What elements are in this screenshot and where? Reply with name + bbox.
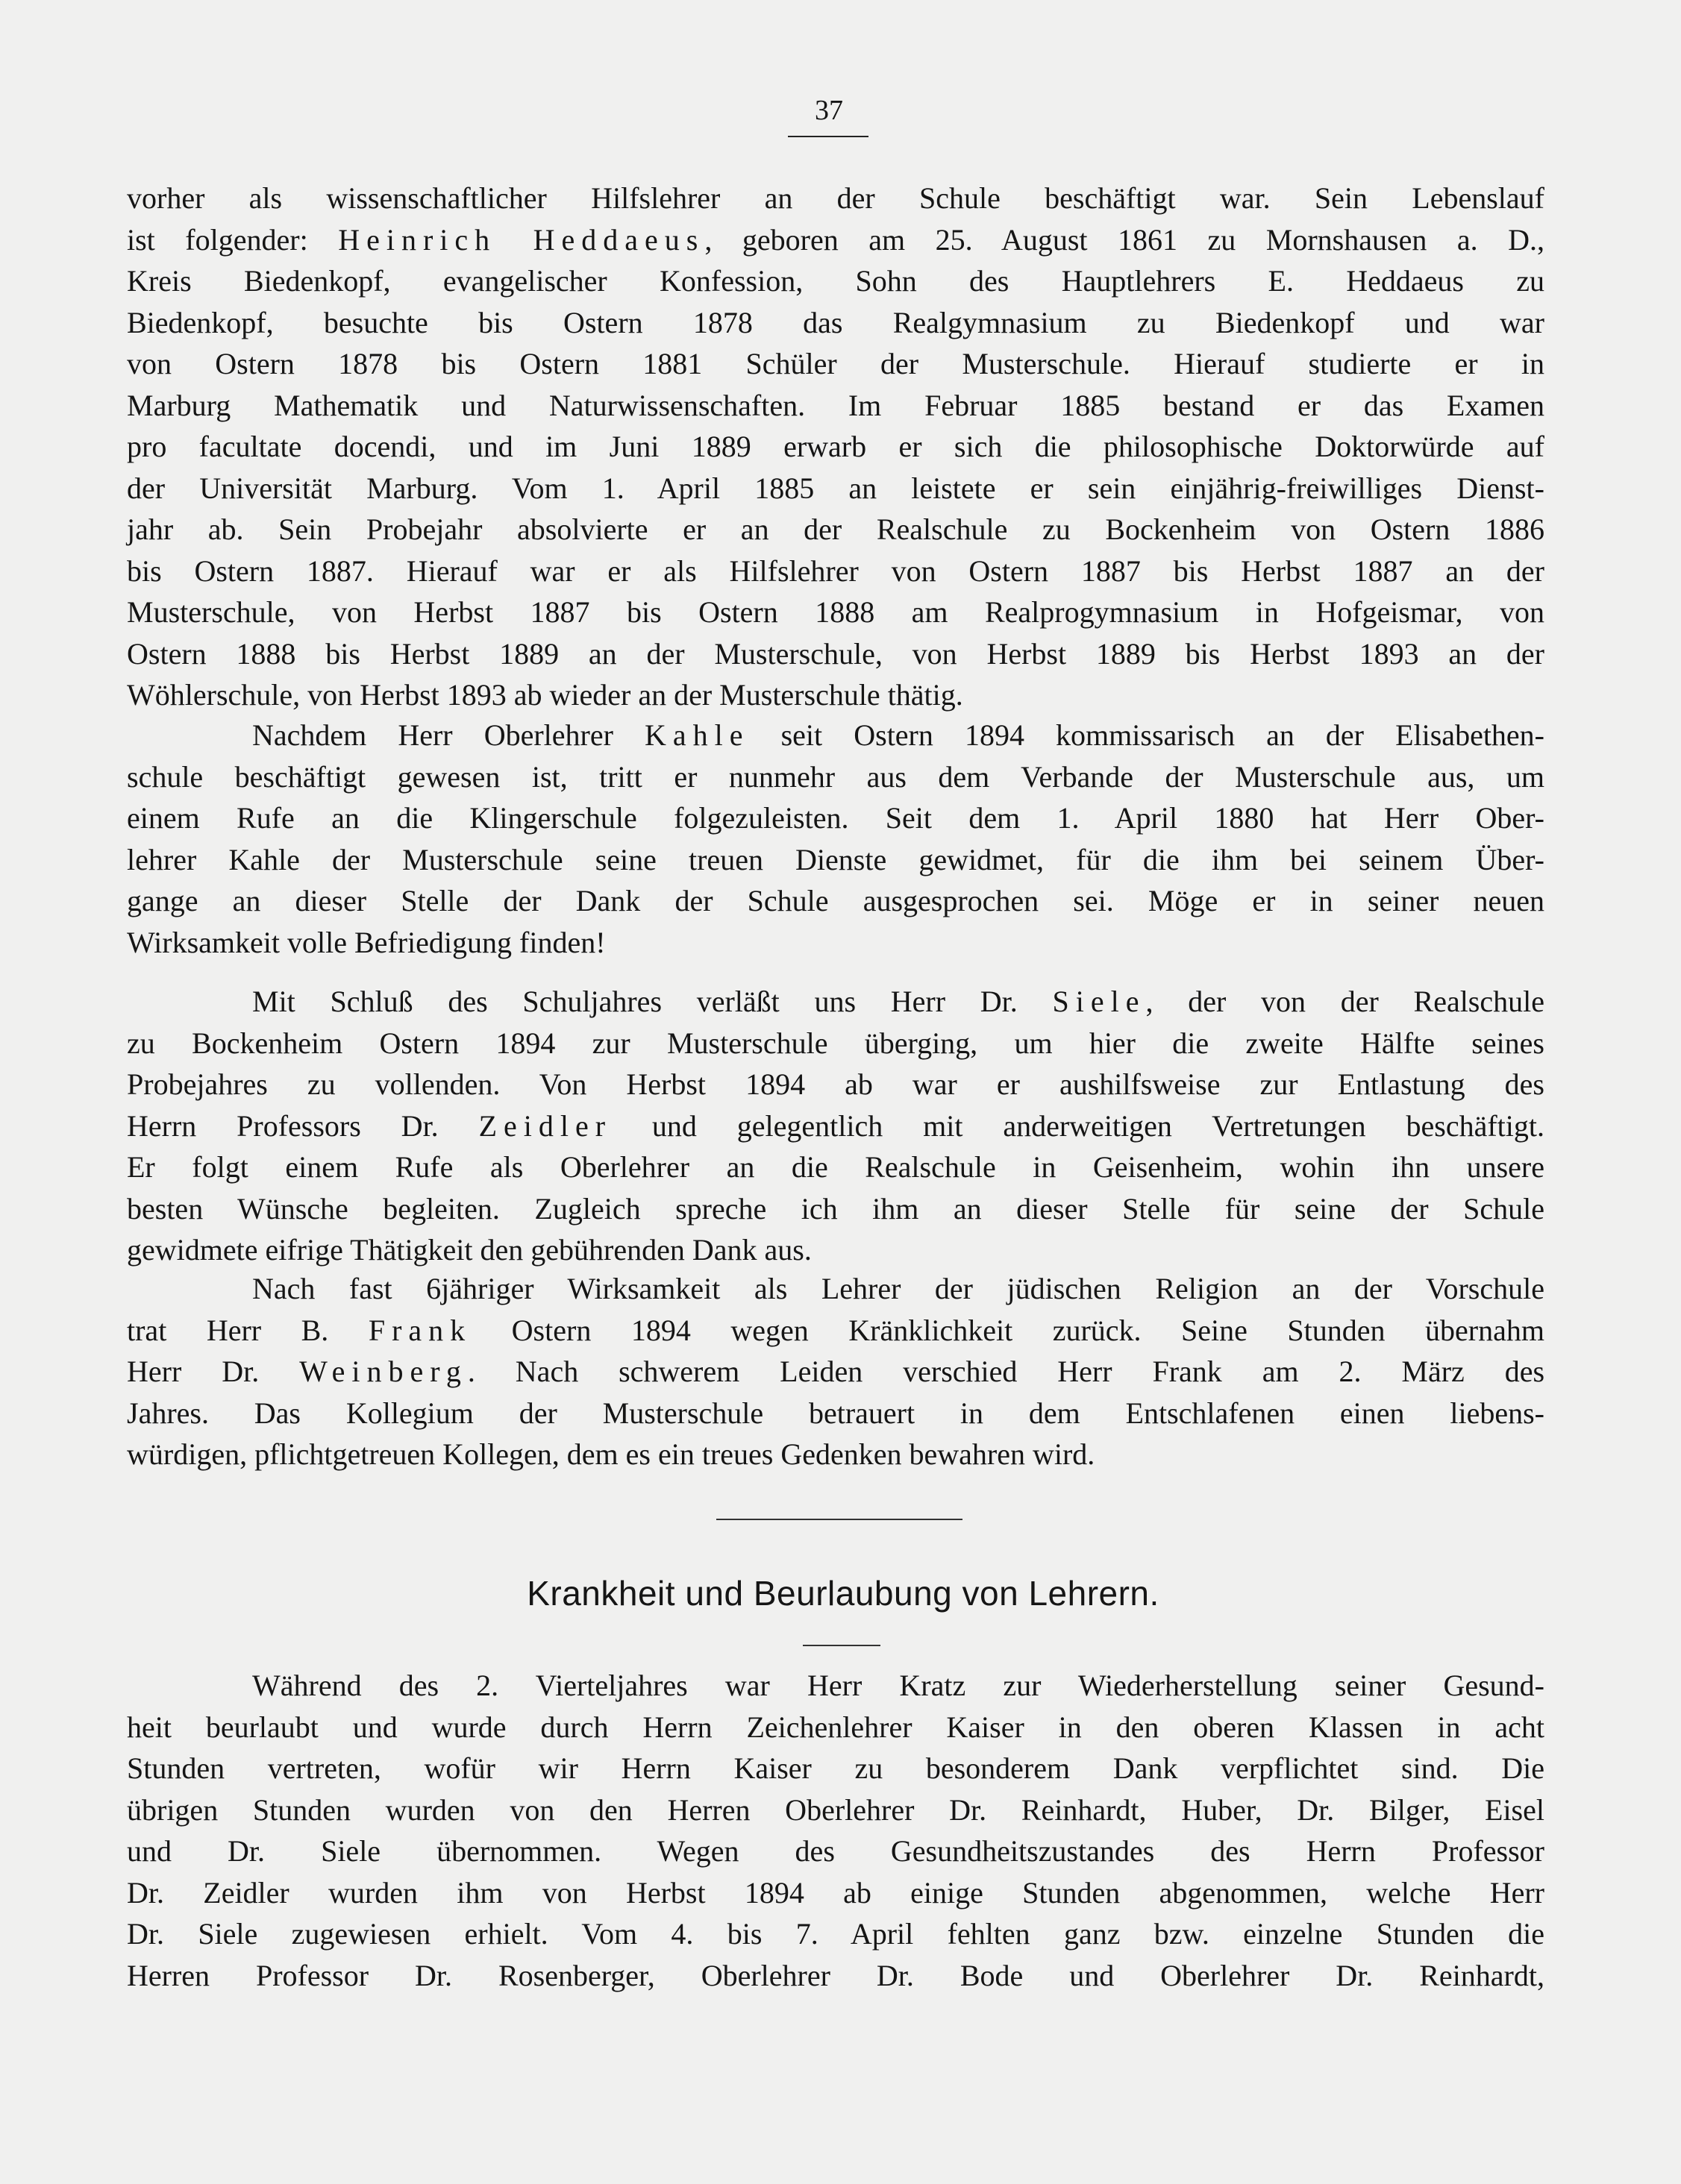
text-line: Ostern 1888 bis Herbst 1889 an der Musterschule, von Herbst 1889 bis Herbst 1893 an der xyxy=(127,636,1544,671)
heading-rule xyxy=(803,1645,880,1646)
text-line xyxy=(127,1351,1544,1393)
text-line: gewidmete eifrige Thätigkeit den gebührenden Dank aus. xyxy=(127,1233,812,1267)
text-fragment: Herrn Professors Dr. xyxy=(127,1108,479,1143)
person-name: Siele xyxy=(1052,985,1146,1018)
text-fragment: seit Ostern 1894 kommissarisch an der Elisabethen- xyxy=(749,718,1545,752)
text-line: bis Ostern 1887. Hierauf war er als Hilfslehrer von Ostern 1887 bis Herbst 1887 an der xyxy=(127,553,1544,588)
text-line: jahr ab. Sein Probejahr absolvierte er an der Realschule zu Bockenheim von Ostern 1886 xyxy=(127,512,1544,546)
person-name: Zeidler xyxy=(478,1108,613,1143)
person-name: Kahle xyxy=(645,718,750,752)
text-line: einem Rufe an die Klingerschule folgezuleisten. Seit dem 1. April 1880 hat Herr Ober- xyxy=(127,801,1544,835)
text-fragment: . Nach schwerem Leiden verschied Herr Frank am 2. März des xyxy=(467,1355,1545,1388)
text-line: Herren Professor Dr. Rosenberger, Oberlehrer Dr. Bode und Oberlehrer Dr. Reinhardt, xyxy=(127,1958,1544,1992)
paragraph-siele xyxy=(127,981,1544,1271)
text-line: der Universität Marburg. Vom 1. April 1885 an leistete er sein einjährig-freiwilliges Dienst- xyxy=(127,471,1544,505)
text-line: heit beurlaubt und wurde durch Herrn Zeichenlehrer Kaiser in den oberen Klassen in acht xyxy=(127,1710,1544,1744)
text-line: Biedenkopf, besuchte bis Ostern 1878 das Realgymnasium zu Biedenkopf und war xyxy=(127,305,1544,339)
text-line: gange an dieser Stelle der Dank der Schule ausgesprochen sei. Möge er in seiner neuen xyxy=(127,884,1544,917)
text-fragment: , der von der Realschule xyxy=(1145,985,1544,1018)
text-line: übrigen Stunden wurden von den Herren Oberlehrer Dr. Reinhardt, Huber, Dr. Bilger, Eisel xyxy=(127,1792,1544,1827)
text-fragment: Mit Schluß des Schuljahres verläßt uns Herr Dr. xyxy=(252,985,1053,1018)
text-fragment: ist folgender: xyxy=(127,222,339,257)
section-divider xyxy=(716,1519,962,1520)
text-line: Probejahres zu vollenden. Von Herbst 1894 ab war er aushilfsweise zur Entlastung des xyxy=(127,1067,1544,1101)
text-line: Kreis Biedenkopf, evangelischer Konfession, Sohn des Hauptlehrers E. Heddaeus zu xyxy=(127,264,1544,298)
text-line: Stunden vertreten, wofür wir Herrn Kaiser zu besonderem Dank verpflichtet sind. Die xyxy=(127,1751,1544,1785)
paragraph-heddaeus xyxy=(127,178,1544,716)
text-line: von Ostern 1878 bis Ostern 1881 Schüler der Musterschule. Hierauf studierte er in xyxy=(127,347,1544,380)
paragraph-leave-of-absence xyxy=(127,1665,1544,1996)
paragraph-kahle xyxy=(127,715,1544,963)
text-line: vorher als wissenschaftlicher Hilfslehrer an der Schule beschäftigt war. Sein Lebenslauf xyxy=(127,181,1544,215)
text-line: Nach fast 6jähriger Wirksamkeit als Lehrer der jüdischen Religion an der Vorschule xyxy=(252,1272,1544,1305)
text-line: besten Wünsche begleiten. Zugleich spreche ich ihm an dieser Stelle für seine der Schule xyxy=(127,1191,1544,1226)
text-fragment: trat Herr B. xyxy=(127,1313,369,1347)
page-number: 37 xyxy=(815,95,843,126)
text-fragment: und gelegentlich mit anderweitigen Vertretungen beschäftigt. xyxy=(612,1108,1544,1143)
text-line: Musterschule, von Herbst 1887 bis Ostern 1888 am Realprogymnasium in Hofgeismar, von xyxy=(127,595,1544,629)
text-line: Jahres. Das Kollegium der Musterschule betrauert in dem Entschlafenen einen liebens- xyxy=(127,1396,1544,1430)
section-heading: Krankheit und Beurlaubung von Lehrern. xyxy=(527,1574,1159,1613)
text-line: Marburg Mathematik und Naturwissenschaften. Im Februar 1885 bestand er das Examen xyxy=(127,388,1544,422)
text-fragment: Ostern 1894 wegen Kränklichkeit zurück. Seine Stunden übernahm xyxy=(472,1313,1544,1347)
text-line: und Dr. Siele übernommen. Wegen des Gesundheitszustandes des Herrn Professor xyxy=(127,1834,1544,1868)
text-fragment: Herr Dr. xyxy=(127,1355,300,1388)
paragraph-frank xyxy=(127,1268,1544,1475)
text-line xyxy=(127,1310,1544,1352)
text-line: pro facultate docendi, und im Juni 1889 erwarb er sich die philosophische Doktorwürde auf xyxy=(127,430,1544,463)
text-line: Wöhlerschule, von Herbst 1893 ab wieder an der Musterschule thätig. xyxy=(127,678,963,712)
text-line xyxy=(127,1105,1544,1147)
text-line: zu Bockenheim Ostern 1894 zur Musterschule überging, um hier die zweite Hälfte seines xyxy=(127,1026,1544,1060)
person-name: Heinrich Heddaeus xyxy=(338,222,705,257)
text-line xyxy=(127,981,1544,1023)
person-name: Frank xyxy=(368,1313,472,1347)
text-line: Wirksamkeit volle Befriedigung finden! xyxy=(127,925,606,959)
text-line: Er folgt einem Rufe als Oberlehrer an die Realschule in Geisenheim, wohin ihn unsere xyxy=(127,1150,1544,1184)
text-line: schule beschäftigt gewesen ist, tritt er nunmehr aus dem Verbande der Musterschule aus, um xyxy=(127,759,1544,794)
text-fragment: , geboren am 25. August 1861 zu Mornshausen a. D., xyxy=(704,222,1544,257)
text-line: Dr. Zeidler wurden ihm von Herbst 1894 ab einige Stunden abgenommen, welche Herr xyxy=(127,1875,1544,1910)
text-line: Während des 2. Vierteljahres war Herr Kratz zur Wiederherstellung seiner Gesund- xyxy=(252,1669,1544,1702)
text-fragment: Nachdem Herr Oberlehrer xyxy=(252,718,645,752)
text-line: würdigen, pflichtgetreuen Kollegen, dem es ein treues Gedenken bewahren wird. xyxy=(127,1437,1095,1471)
page-number-rule xyxy=(788,136,868,137)
text-line: lehrer Kahle der Musterschule seine treuen Dienste gewidmet, für die ihm bei seinem Über- xyxy=(127,842,1544,876)
text-line xyxy=(127,219,1544,261)
text-line xyxy=(127,715,1544,756)
person-name: Weinberg xyxy=(299,1355,468,1388)
text-line: Dr. Siele zugewiesen erhielt. Vom 4. bis 7. April fehlten ganz bzw. einzelne Stunden die xyxy=(127,1917,1544,1951)
